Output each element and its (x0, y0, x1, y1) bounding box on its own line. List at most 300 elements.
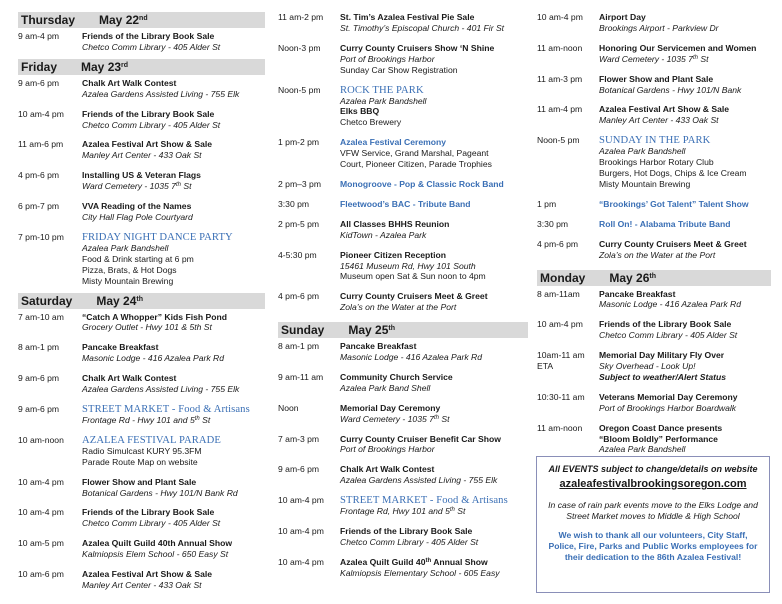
event-title (82, 373, 265, 384)
event-row (18, 139, 265, 161)
event-row (18, 477, 265, 499)
event-time-text: 10 am-4 pm (18, 476, 64, 487)
event-title-text: Friends of the Library Book Sale (599, 319, 732, 330)
event-title-text: Veterans Memorial Day Ceremony (599, 391, 738, 402)
event-location (340, 383, 528, 394)
event-time-text: 11 am-noon (537, 422, 583, 433)
event-row (278, 219, 528, 241)
day-header (18, 293, 265, 309)
event-location (599, 330, 771, 341)
event-line-text: Elks BBQ (340, 106, 380, 117)
event-line-text: Food & Drink starting at 6 pm (82, 253, 194, 264)
event-time-text: 4-5:30 pm (278, 249, 317, 260)
event-time (278, 219, 340, 241)
event-row (18, 569, 265, 591)
notice-disclaimer: All EVENTS subject to change/details on website (548, 464, 758, 474)
event-time (537, 12, 599, 34)
event-line-text: Radio Simulcast KURY 95.3FM (82, 445, 202, 456)
event-title (82, 78, 265, 89)
event-line-text: Chetco Comm Library - 405 Alder St (82, 41, 221, 52)
event-line-text: Misty Mountain Brewing (82, 275, 174, 286)
event-time (18, 170, 82, 192)
event-location (82, 89, 265, 100)
event-time-text: 1 pm (537, 198, 557, 209)
event-line-sup: th (194, 415, 200, 422)
event-location (599, 299, 771, 310)
event-row (278, 495, 528, 517)
event-title-text: All Classes BHHS Reunion (340, 218, 450, 229)
event-row (278, 464, 528, 486)
event-time (18, 477, 82, 499)
event-line-text: Ward Cemetery - 1035 7 (82, 181, 176, 192)
event-details (340, 199, 528, 210)
event-details (599, 74, 771, 96)
event-title-text: Azalea Festival Art Show & Sale (599, 104, 730, 115)
event-details (340, 85, 528, 129)
event-detail (599, 179, 771, 190)
event-location (340, 506, 528, 517)
event-line-text: Port of Brookings Harbor Boardwalk (599, 402, 737, 413)
event-row (18, 201, 265, 223)
event-location (340, 261, 528, 272)
event-time (18, 507, 82, 529)
event-title-text: Pioneer Citizen Reception (340, 249, 447, 260)
event-location (599, 54, 771, 65)
event-time-text: 11 am-6 pm (18, 139, 64, 150)
event-title (82, 109, 265, 120)
event-line-tail: St (454, 506, 466, 517)
event-title-text: Curry County Cruiser Benefit Car Show (340, 433, 501, 444)
event-line-text: Chetco Comm Library - 405 Alder St (82, 518, 221, 529)
event-row (18, 435, 265, 468)
event-line-text: Chetco Comm Library - 405 Alder St (340, 537, 479, 547)
event-line-tail: St (697, 53, 709, 64)
event-line-text: Kalmiopsis Elem School - 650 Easy St (82, 549, 229, 560)
event-time-text: 10 am-4 pm (278, 526, 324, 537)
event-title (340, 434, 528, 445)
event-line-text: Port of Brookings Harbor (340, 444, 435, 455)
event-row (278, 434, 528, 456)
day-header (18, 12, 265, 28)
day-name: Friday (21, 59, 58, 74)
event-details (82, 507, 265, 529)
event-row (278, 12, 528, 34)
event-title-text: Friends of the Library Book Sale (340, 526, 473, 537)
event-line-text: “Bloom Boldly” Performance (599, 433, 718, 444)
event-time-text: 3:30 pm (278, 198, 310, 209)
event-title-text: AZALEA FESTIVAL PARADE (82, 434, 221, 446)
event-details (599, 289, 771, 311)
event-time-text: 4 pm-6 pm (18, 170, 60, 181)
event-title-text: Chalk Art Walk Contest (82, 373, 177, 384)
event-title-text: FRIDAY NIGHT DANCE PARTY (82, 231, 233, 243)
event-details (82, 139, 265, 161)
event-title (599, 74, 771, 85)
event-line-text: Manley Art Center - 433 Oak St (599, 115, 719, 126)
event-line-text: Frontage Rd, Hwy 101 and 5 (340, 506, 450, 517)
event-title-text: Chalk Art Walk Contest (82, 77, 177, 88)
event-time (537, 199, 599, 210)
event-title (340, 464, 528, 475)
event-row (278, 199, 528, 210)
event-line-text: Pizza, Brats, & Hot Dogs (82, 264, 177, 275)
event-line-tail: St (199, 414, 211, 425)
event-time-text: 9 am-4 pm (18, 31, 60, 41)
event-time (18, 404, 82, 426)
event-details (340, 43, 528, 76)
event-details (340, 291, 528, 313)
event-title (340, 219, 528, 230)
event-detail (599, 157, 771, 168)
event-detail (340, 148, 528, 159)
event-row (18, 232, 265, 287)
event-detail (340, 159, 528, 170)
event-location (599, 403, 771, 414)
event-title-text: Community Church Service (340, 371, 453, 382)
event-time-text: 10 am-5 pm (18, 538, 64, 549)
event-details (340, 341, 528, 363)
event-row (537, 392, 771, 414)
event-title-text: Pancake Breakfast (82, 342, 159, 353)
event-row (278, 250, 528, 283)
event-line-text: Sunday Car Show Registration (340, 64, 458, 75)
event-title (340, 12, 528, 23)
event-time (537, 219, 599, 230)
event-details (340, 495, 528, 517)
event-time-text: 11 am-2 pm (278, 12, 324, 22)
event-line-text: Masonic Lodge - 416 Azalea Park Rd (599, 299, 742, 310)
event-title-text: “Brookings’ Got Talent” Talent Show (599, 198, 749, 209)
event-location (82, 181, 265, 192)
event-title-text: Memorial Day Ceremony (340, 402, 441, 413)
event-line-text: Botanical Gardens - Hwy 101/N Bank Rd (82, 487, 238, 498)
event-details (82, 373, 265, 395)
event-time-text: 11 am-3 pm (537, 73, 583, 84)
event-title (599, 199, 771, 210)
event-details (599, 199, 771, 210)
event-time-text: 10 am-noon (18, 434, 64, 445)
event-time-text: 11 am-4 pm (537, 104, 583, 115)
event-time (278, 43, 340, 76)
event-line-text: Ward Cemetery - 1035 7 (340, 413, 434, 424)
event-time-text: 1 pm-2 pm (278, 137, 320, 148)
event-line-text: Masonic Lodge - 416 Azalea Park Rd (82, 353, 225, 364)
event-location (340, 23, 528, 34)
event-line-sup: th (449, 507, 455, 514)
event-detail (82, 265, 265, 276)
event-location (340, 568, 528, 579)
event-time (18, 109, 82, 131)
website-link[interactable]: azaleafestivalbrookingsoregon.com (559, 478, 747, 490)
event-row (18, 342, 265, 364)
event-title (340, 403, 528, 414)
event-time (18, 435, 82, 468)
event-time (278, 250, 340, 283)
event-row (18, 31, 265, 53)
event-location (599, 85, 771, 96)
event-row (18, 109, 265, 131)
event-location (82, 212, 265, 223)
event-title-text: Flower Show and Plant Sale (599, 73, 714, 84)
event-title (82, 404, 265, 415)
event-time (278, 341, 340, 363)
event-time-text: Noon (278, 402, 299, 413)
event-location (340, 444, 528, 455)
event-title (82, 31, 265, 42)
event-line-text: Grocery Outlet - Hwy 101 & 5th St (82, 322, 212, 333)
event-line-text: Azalea Park Bandshell (599, 444, 686, 455)
event-row (278, 43, 528, 76)
event-time-text: 10 am-4 pm (18, 507, 64, 518)
event-line-text: Brookings Airport - Parkview Dr (599, 22, 719, 33)
event-title-text: “Catch A Whopper” Kids Fish Pond (82, 311, 227, 322)
event-title-text: Monogroove - Pop & Classic Rock Band (340, 178, 504, 189)
event-location (599, 23, 771, 34)
event-title (82, 170, 265, 181)
event-title-text: Fleetwood’s BAC - Tribute Band (340, 198, 471, 209)
event-time-text: 4 pm-6 pm (278, 291, 320, 302)
event-row (18, 538, 265, 560)
schedule-column-3 (537, 12, 771, 455)
schedule-column-1 (18, 12, 265, 591)
day-name: Monday (540, 270, 586, 285)
event-line-text: VFW Service, Grand Marshal, Pageant (340, 148, 489, 159)
event-title-text: Curry County Cruisers Meet & Greet (340, 291, 488, 302)
event-title (340, 291, 528, 302)
event-title (82, 435, 265, 446)
event-time-note: ETA (537, 361, 554, 372)
event-row (18, 78, 265, 100)
event-details (599, 392, 771, 414)
event-line-text: Chetco Comm Library - 405 Alder St (82, 119, 221, 130)
event-title-text: Pancake Breakfast (340, 341, 417, 352)
day-date-text: May 24 (96, 293, 137, 308)
event-details (599, 239, 771, 261)
event-row (537, 135, 771, 190)
event-details (82, 404, 265, 426)
event-title (340, 179, 528, 190)
event-detail (82, 446, 265, 457)
event-details (340, 179, 528, 190)
event-title (340, 137, 528, 148)
event-row (278, 291, 528, 313)
event-title-text: St. Tim’s Azalea Festival Pie Sale (340, 12, 475, 22)
event-details (82, 342, 265, 364)
event-title-text: Installing US & Veteran Flags (82, 170, 201, 181)
event-detail (340, 65, 528, 76)
event-row (537, 423, 771, 456)
event-line-text: Zola’s on the Water at the Port (599, 249, 716, 260)
event-line-text: Misty Mountain Brewing (599, 178, 691, 189)
event-time-text: 10 am-6 pm (18, 569, 64, 580)
event-time-text: 10:30-11 am (537, 391, 585, 402)
event-location (340, 96, 528, 107)
day-date-suffix: th (388, 325, 395, 333)
event-line-text: Frontage Rd - Hwy 101 and 5 (82, 414, 195, 425)
notice-box (536, 456, 770, 593)
event-row (537, 289, 771, 311)
event-title-text: Flower Show and Plant Sale (82, 476, 197, 487)
event-title-text: Azalea Festival Art Show & Sale (82, 569, 213, 580)
event-title-text: Azalea Quilt Guild 40 (340, 556, 426, 567)
event-detail (340, 117, 528, 128)
event-location (82, 518, 265, 529)
event-time-text: 3:30 pm (537, 218, 569, 229)
event-title (599, 12, 771, 23)
event-time (537, 43, 599, 65)
event-time-text: Noon-5 pm (278, 84, 321, 95)
event-title (340, 495, 528, 506)
event-title-text: Azalea Festival Art Show & Sale (82, 139, 213, 150)
event-location (599, 361, 771, 372)
day-date-text: May 26 (609, 270, 650, 285)
event-details (82, 109, 265, 131)
event-location (82, 384, 265, 395)
event-location (599, 250, 771, 261)
event-row (537, 43, 771, 65)
event-location (340, 537, 528, 548)
event-location (82, 42, 265, 53)
event-title (599, 43, 771, 54)
event-title-text: Friends of the Library Book Sale (82, 507, 215, 518)
event-details (599, 104, 771, 126)
event-time (537, 289, 599, 311)
event-title (599, 135, 771, 146)
event-row (537, 239, 771, 261)
event-title-text: SUNDAY IN THE PARK (599, 135, 711, 147)
event-row (537, 219, 771, 230)
event-line-tail: St (438, 413, 450, 424)
event-time-text: 9 am-6 pm (278, 464, 320, 475)
event-row (537, 199, 771, 210)
event-title (340, 85, 528, 96)
day-date-suffix: th (649, 272, 656, 280)
event-title-text: Azalea Festival Ceremony (340, 137, 447, 148)
event-line-text: Sky Overhead - Look Up! (599, 361, 696, 372)
event-detail (599, 168, 771, 179)
day-name: Saturday (21, 293, 73, 308)
event-details (340, 403, 528, 425)
event-details (340, 12, 528, 34)
event-location (82, 243, 265, 254)
event-time-text: 10 am-4 pm (537, 319, 583, 330)
event-time (278, 464, 340, 486)
event-title-text: Friends of the Library Book Sale (82, 108, 215, 119)
event-detail (82, 457, 265, 468)
event-row (278, 341, 528, 363)
event-time (537, 239, 599, 261)
event-row (18, 170, 265, 192)
event-details (82, 477, 265, 499)
event-details (82, 232, 265, 287)
event-line-text: Museum open Sat & Sun noon to 4pm (340, 271, 486, 282)
day-date (81, 60, 128, 74)
event-details (340, 372, 528, 394)
event-row (18, 404, 265, 426)
event-row (278, 137, 528, 170)
event-title-text: Memorial Day Military Fly Over (599, 350, 725, 361)
event-location (82, 353, 265, 364)
event-line-text: Kalmiopsis Elementary School - 605 Easy (340, 567, 500, 578)
event-details (599, 350, 771, 383)
day-date-text: May 25 (348, 323, 389, 338)
event-time (537, 74, 599, 96)
event-time-text: Noon-3 pm (278, 42, 321, 53)
event-details (599, 319, 771, 341)
event-time-text: 10 am-4 pm (278, 495, 324, 506)
event-line-text: Azalea Park Bandshell (82, 242, 169, 253)
event-location (82, 549, 265, 560)
day-header (537, 270, 771, 286)
event-line-text: Chetco Brewery (340, 117, 402, 128)
event-time (537, 350, 599, 383)
event-time-text: 7 am-3 pm (278, 433, 320, 444)
event-line-text: Azalea Gardens Assisted Living - 755 Elk (82, 88, 240, 99)
event-title (599, 350, 771, 361)
event-title-text: Chalk Art Walk Contest (340, 464, 435, 475)
event-title (340, 250, 528, 261)
event-time (18, 201, 82, 223)
event-row (278, 526, 528, 548)
event-row (278, 372, 528, 394)
event-detail (340, 106, 528, 117)
event-title (82, 538, 265, 549)
event-title (82, 312, 265, 323)
rain-notice: In case of rain park events move to the Elks Lodge and Street Market moves to Middle & High School (548, 500, 758, 521)
event-row (18, 312, 265, 334)
event-title-text: Roll On! - Alabama Tribute Band (599, 218, 731, 229)
event-time (278, 557, 340, 579)
event-title (82, 232, 265, 243)
event-line-text: Subject to weather/Alert Status (599, 371, 727, 382)
event-line-text: Manley Art Center - 433 Oak St (82, 580, 202, 590)
event-row (537, 350, 771, 383)
event-title (599, 104, 771, 115)
event-row (537, 74, 771, 96)
event-title-text: STREET MARKET - Food & Artisans (82, 403, 250, 415)
event-title (82, 569, 265, 580)
event-title (82, 507, 265, 518)
event-details (82, 78, 265, 100)
day-name: Thursday (21, 13, 76, 27)
event-title (82, 477, 265, 488)
event-time-text: 7 am-10 am (18, 311, 64, 322)
event-title-text: Honoring Our Servicemen and Women (599, 42, 757, 53)
event-detail (82, 254, 265, 265)
event-location (340, 414, 528, 425)
event-time (537, 319, 599, 341)
event-location (82, 415, 265, 426)
event-title (599, 289, 771, 300)
event-location (599, 372, 771, 383)
event-time (537, 135, 599, 190)
event-detail (82, 276, 265, 287)
event-time-text: Noon-5 pm (537, 135, 580, 146)
event-line-text: Burgers, Hot Dogs, Chips & Ice Cream (599, 168, 747, 179)
day-date (609, 271, 656, 285)
event-title (340, 557, 528, 568)
event-time (537, 392, 599, 414)
day-date (99, 13, 148, 27)
event-line-text: Manley Art Center - 433 Oak St (82, 150, 202, 161)
event-details (82, 201, 265, 223)
event-details (82, 435, 265, 468)
event-location (340, 302, 528, 313)
event-line-text: Brookings Harbor Rotary Club (599, 157, 714, 168)
event-title-text: VVA Reading of the Names (82, 201, 192, 212)
event-location (340, 230, 528, 241)
event-details (599, 423, 771, 456)
